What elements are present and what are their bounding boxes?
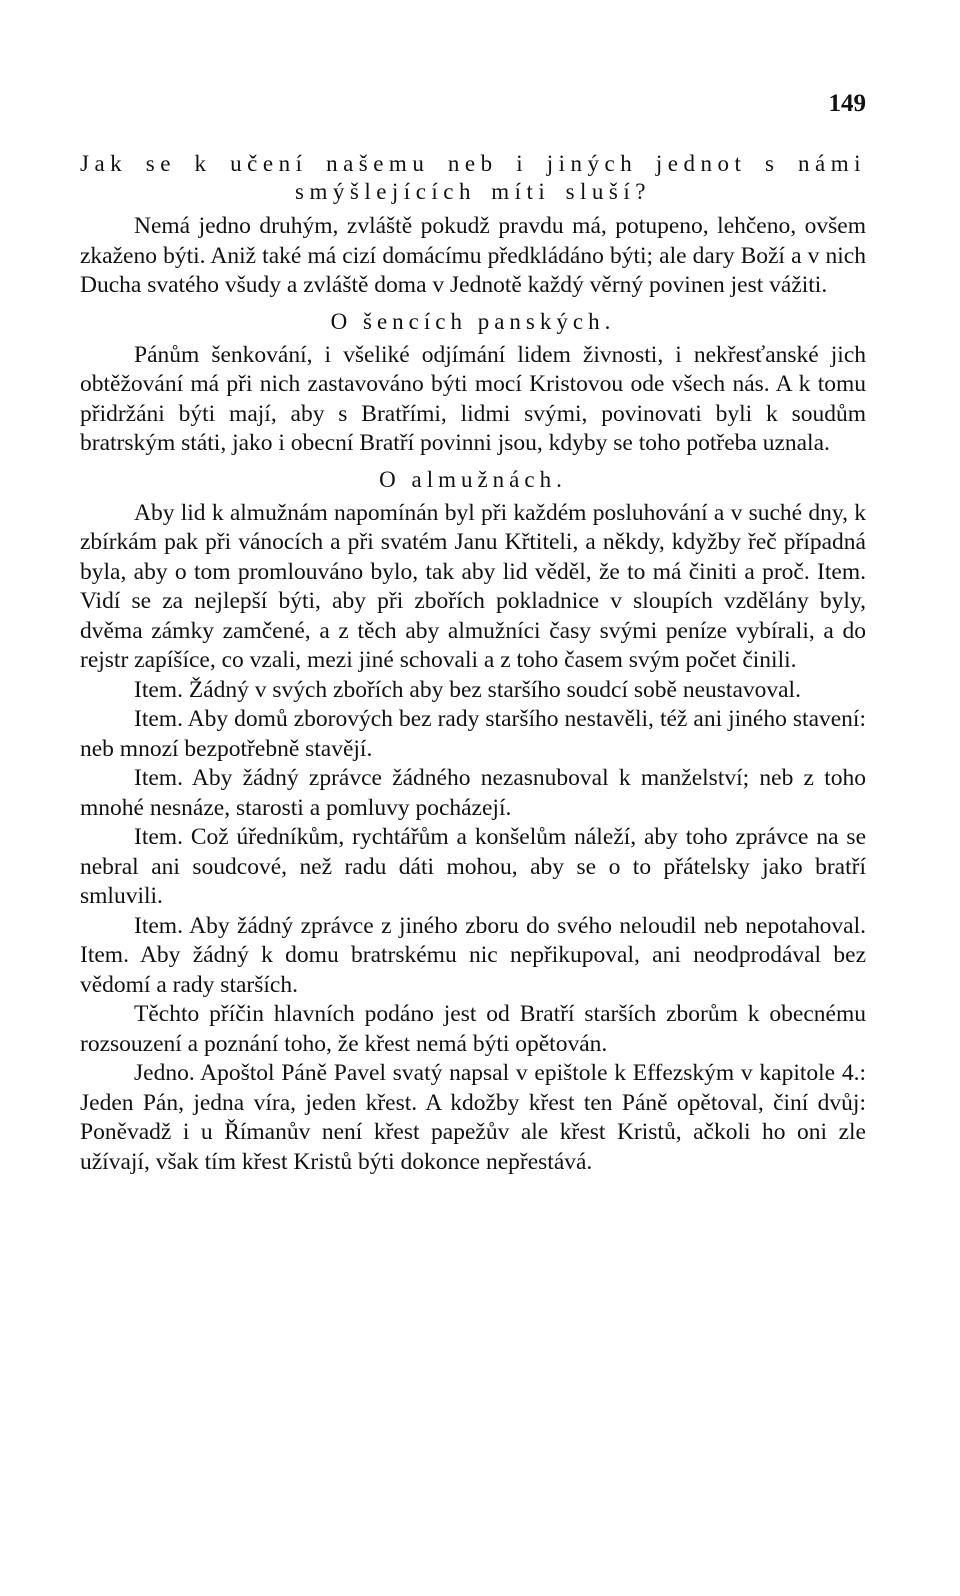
paragraph: Item. Žádný v svých zbořích aby bez staršího soudcí sobě neustavoval. xyxy=(134,676,801,703)
paragraph: Těchto příčin hlavních podáno jest od Bratří starších zborům k obecnému rozsouzení a poznání toho, že křest nemá býti opětován. xyxy=(80,1001,866,1057)
page-number: 149 xyxy=(828,90,866,117)
paragraph: Item. Aby žádný zprávce z jiného zboru do svého neloudil neb nepotahoval. Item. Aby žádný k domu bratrskému nic nepřikupoval, ani neodprodával bez vědomí a rady starších. xyxy=(80,912,866,998)
paragraph: Item. Aby domů zborových bez rady staršího nestavěli, též ani jiného stavení: neb mnozí bezpotřebně stavějí. xyxy=(80,706,866,762)
paragraph: Nemá jedno druhým, zvláště pokudž pravdu má, potupeno, lehčeno, ovšem zkaženo býti. Aniž také má cizí domácímu předkládáno býti; ale dary Boží a v nich Ducha svatého všudy a zvláště doma v Jednotě každý věrný povinen jest vážiti. xyxy=(80,213,866,298)
section-heading: O almužnách. xyxy=(379,466,567,492)
paragraph: Pánům šenkování, i všeliké odjímání lidem živnosti, i nekřesťanské jich obtěžování má při nich zastavováno býti mocí Kristovou ode všech nás. A k tomu přidržáni býti mají, aby s Bratřími, lidmi svými, povinovati byli k soudům bratrským státi, jako i obecní Bratří povinni jsou, kdyby se toho potřeba uznala. xyxy=(80,341,866,456)
book-page xyxy=(80,90,866,1177)
paragraph: Aby lid k almužnám napomínán byl při každém posluhování a v suché dny, k zbírkám pak při vánocích a při svatém Janu Křtiteli, a někdy, kdyžby řeč případná byla, aby o tom promlouváno bylo, tak aby lid věděl, že to má činiti a proč. Item. Vidí se za nejlepší býti, aby při zbořích pokladnice v sloupích vzdělány byly, dvěma zámky zamčené, a z těch aby almužníci časy svými peníze vybírali, a do rejstr zapíšíce, co vzali, mezi jiné schovali a z toho časem svým počet činili. xyxy=(80,499,866,673)
paragraph: Item. Aby žádný zprávce žádného nezasnuboval k manželství; neb z toho mnohé nesnáze, starosti a pomluvy pocházejí. xyxy=(80,765,866,821)
chapter-title: Jak se k učení našemu neb i jiných jednot s námi smýšlejících míti sluší? xyxy=(80,151,866,204)
paragraph: Jedno. Apoštol Páně Pavel svatý napsal v epištole k Effezským v kapitole 4.: Jeden Pán, jedna víra, jeden křest. A kdožby křest ten Páně opětoval, činí dvůj: Poněvadž i u Římanův není křest papežův ale křest Kristů, ačkoli ho oni zle užívají, však tím křest Kristů býti dokonce nepřestává. xyxy=(80,1060,866,1175)
section-heading: O šencích panských. xyxy=(330,308,616,334)
paragraph: Item. Což úředníkům, rychtářům a konšelům náleží, aby toho zprávce na se nebral ani soudcové, než radu dáti mohou, aby se o to přátelsky jako bratří smluvili. xyxy=(80,824,866,909)
